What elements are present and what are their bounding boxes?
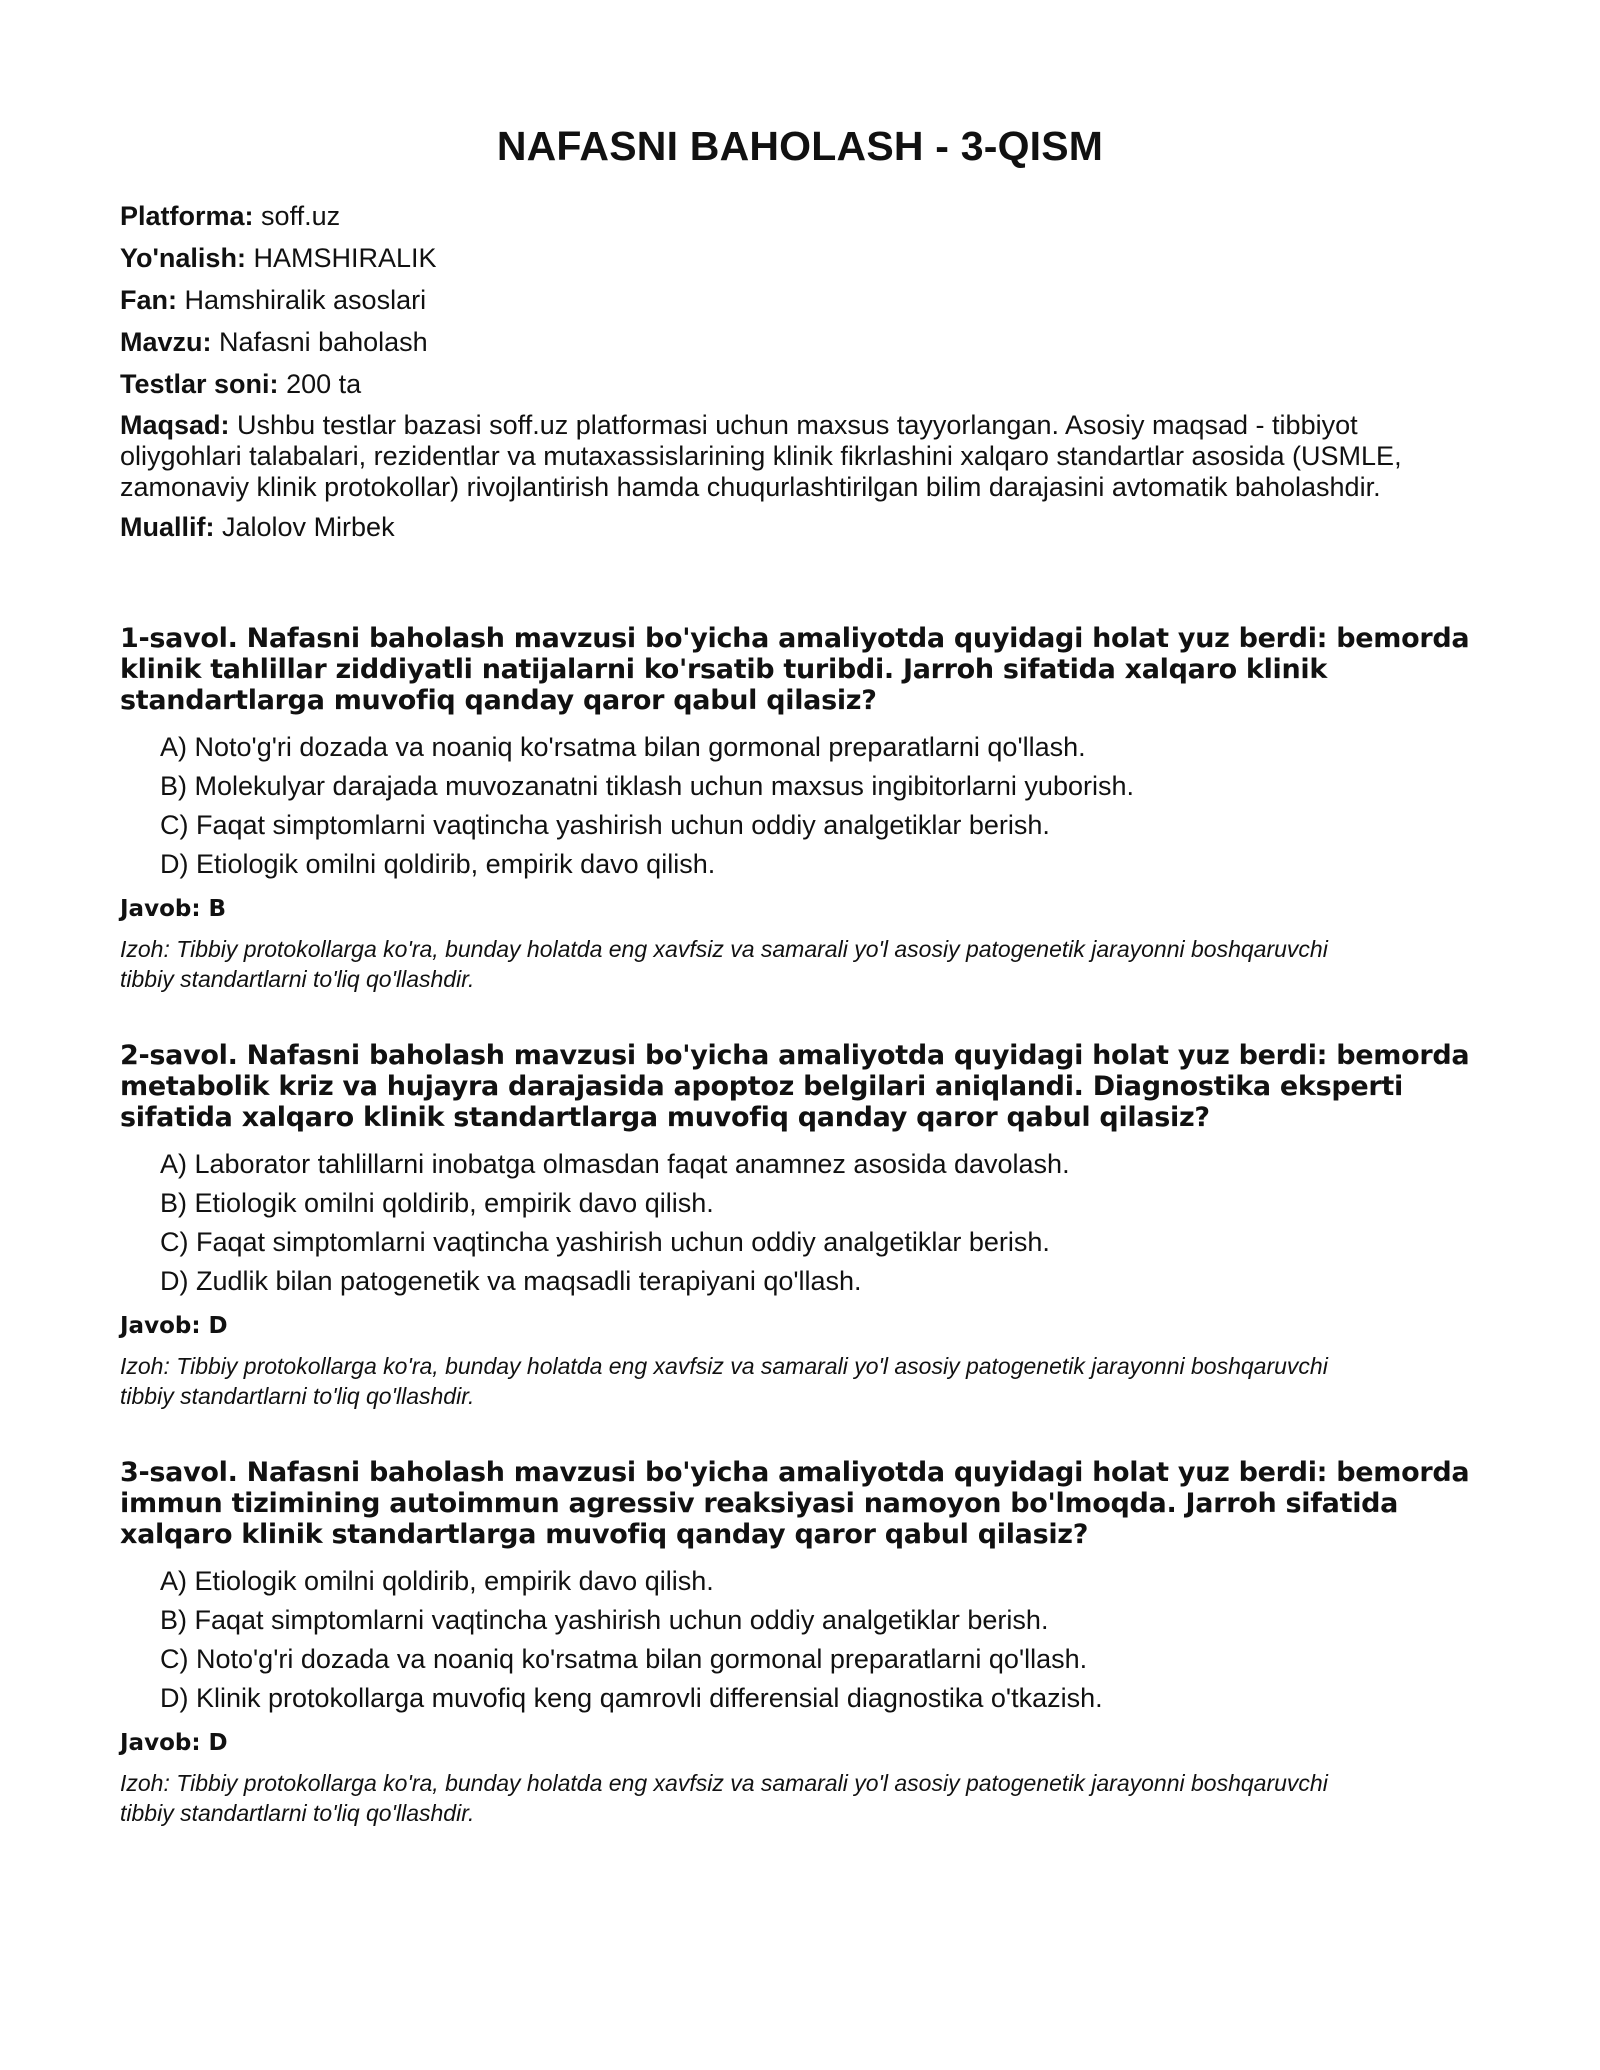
answer-explanation: Izoh: Tibbiy protokollarga ko'ra, bunday holatda eng xavfsiz va samarali yo'l asosiy patogenetik jarayonni boshqaruvchi tibbiy standartlarni to'liq qo'llashdir. — [120, 1353, 1328, 1409]
meta-value: soff.uz — [261, 201, 341, 231]
question-1 — [120, 623, 1480, 994]
option-a: A) Noto'g'ri dozada va noaniq ko'rsatma bilan gormonal preparatlarni qo'llash. — [160, 732, 1086, 762]
answer-options — [120, 1562, 1480, 1718]
meta-label: Platforma: — [120, 201, 254, 231]
question-2 — [120, 1040, 1480, 1411]
answer-explanation: Izoh: Tibbiy protokollarga ko'ra, bunday holatda eng xavfsiz va samarali yo'l asosiy patogenetik jarayonni boshqaruvchi tibbiy standartlarni to'liq qo'llashdir. — [120, 1770, 1328, 1826]
option-d: D) Klinik protokollarga muvofiq keng qamrovli differensial diagnostika o'tkazish. — [160, 1683, 1103, 1713]
option-d: D) Etiologik omilni qoldirib, empirik davo qilish. — [160, 849, 716, 879]
option-a: A) Etiologik omilni qoldirib, empirik davo qilish. — [160, 1566, 714, 1596]
answer-options — [120, 728, 1480, 884]
meta-platform — [120, 200, 1480, 232]
option-b: B) Molekulyar darajada muvozanatni tiklash uchun maxsus ingibitorlarni yuborish. — [160, 771, 1134, 801]
meta-value: Jalolov Mirbek — [222, 512, 395, 542]
meta-test-count — [120, 368, 1480, 400]
document-page — [120, 0, 1480, 1874]
option-c: C) Faqat simptomlarni vaqtincha yashirish uchun oddiy analgetiklar berish. — [160, 810, 1050, 840]
meta-label: Yo'nalish: — [120, 243, 246, 273]
correct-answer: Javob: D — [120, 1313, 228, 1339]
meta-subject — [120, 284, 1480, 316]
option-a: A) Laborator tahlillarni inobatga olmasdan faqat anamnez asosida davolash. — [160, 1149, 1070, 1179]
meta-topic — [120, 326, 1480, 358]
correct-answer: Javob: B — [120, 896, 227, 922]
meta-value: Hamshiralik asoslari — [184, 285, 427, 315]
option-b: B) Faqat simptomlarni vaqtincha yashirish uchun oddiy analgetiklar berish. — [160, 1605, 1049, 1635]
meta-label: Mavzu: — [120, 327, 212, 357]
meta-value: Ushbu testlar bazasi soff.uz platformasi uchun maxsus tayyorlangan. Asosiy maqsad - tibbiyot oliygohlari talabalari, rezidentlar va mutaxassislarining klinik fikrlashini xalqaro standartlar asosida (USMLE, zamonaviy klinik protokollar) rivojlantirish hamda chuqurlashtirilgan bilim darajasini avtomatik baholashdir. — [120, 410, 1402, 502]
meta-value: 200 ta — [286, 369, 362, 399]
meta-label: Fan: — [120, 285, 177, 315]
question-text: 2-savol. Nafasni baholash mavzusi bo'yicha amaliyotda quyidagi holat yuz berdi: bemorda metabolik kriz va hujayra darajasida apoptoz belgilari aniqlandi. Diagnostika eksperti sifatida xalqaro klinik standartlarga muvofiq qanday qaror qabul qilasiz? — [120, 1040, 1470, 1133]
option-d: D) Zudlik bilan patogenetik va maqsadli terapiyani qo'llash. — [160, 1266, 862, 1296]
question-text: 1-savol. Nafasni baholash mavzusi bo'yicha amaliyotda quyidagi holat yuz berdi: bemorda klinik tahlillar ziddiyatli natijalarni ko'rsatib turibdi. Jarroh sifatida xalqaro klinik standartlarga muvofiq qanday qaror qabul qilasiz? — [120, 623, 1470, 716]
meta-direction — [120, 242, 1480, 274]
meta-author — [120, 511, 1480, 543]
meta-label: Maqsad: — [120, 410, 230, 440]
question-list — [120, 623, 1480, 1828]
meta-aim — [120, 410, 1480, 503]
option-c: C) Faqat simptomlarni vaqtincha yashirish uchun oddiy analgetiklar berish. — [160, 1227, 1050, 1257]
correct-answer: Javob: D — [120, 1730, 228, 1756]
option-c: C) Noto'g'ri dozada va noaniq ko'rsatma bilan gormonal preparatlarni qo'llash. — [160, 1644, 1088, 1674]
option-b: B) Etiologik omilni qoldirib, empirik davo qilish. — [160, 1188, 714, 1218]
meta-value: Nafasni baholash — [219, 327, 428, 357]
meta-label: Muallif: — [120, 512, 215, 542]
page-title: NAFASNI BAHOLASH - 3-QISM — [496, 123, 1104, 169]
answer-options — [120, 1145, 1480, 1301]
answer-explanation: Izoh: Tibbiy protokollarga ko'ra, bunday holatda eng xavfsiz va samarali yo'l asosiy patogenetik jarayonni boshqaruvchi tibbiy standartlarni to'liq qo'llashdir. — [120, 936, 1328, 992]
metadata-block — [120, 200, 1480, 543]
question-text: 3-savol. Nafasni baholash mavzusi bo'yicha amaliyotda quyidagi holat yuz berdi: bemorda immun tizimining autoimmun agressiv reaksiyasi namoyon bo'lmoqda. Jarroh sifatida xalqaro klinik standartlarga muvofiq qanday qaror qabul qilasiz? — [120, 1457, 1470, 1550]
question-3 — [120, 1457, 1480, 1828]
meta-value: HAMSHIRALIK — [253, 243, 437, 273]
meta-label: Testlar soni: — [120, 369, 279, 399]
